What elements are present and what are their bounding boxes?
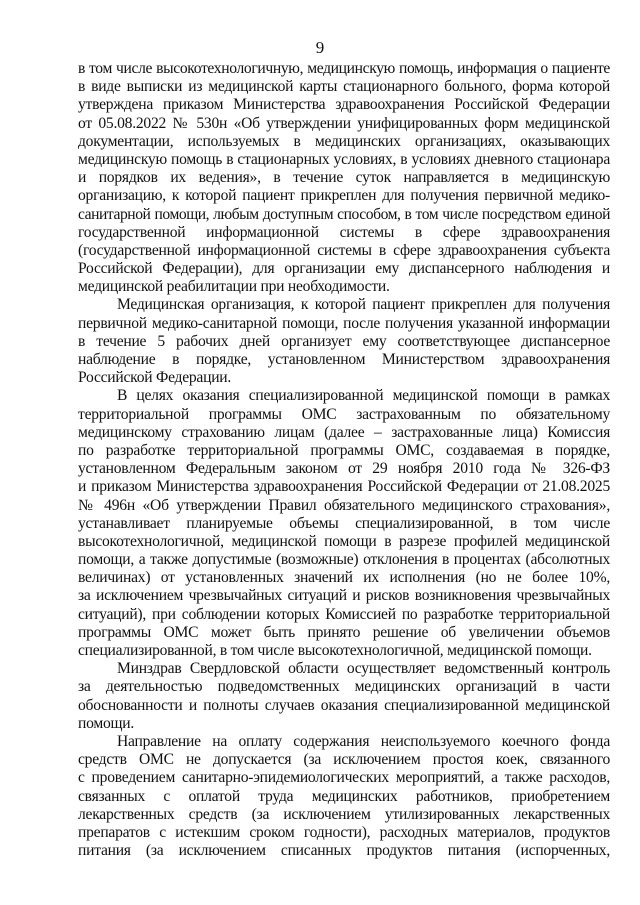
text-line: (государственной информационной системы в сфере здравоохранения субъекта — [78, 241, 610, 259]
text-line: питания (за исключением списанных продуктов питания (испорченных, — [78, 842, 610, 860]
paragraph — [78, 733, 610, 860]
text-line: Российской Федерации. — [78, 369, 232, 387]
text-line: документации, используемых в медицинских организациях, оказывающих — [78, 132, 610, 150]
text-line: с проведением санитарно-эпидемиологических мероприятий, а также расходов, — [78, 769, 610, 787]
text-line: утверждена приказом Министерства здравоохранения Российской Федерации — [78, 96, 610, 114]
text-line: санитарной помощи, любым доступным способом, в том числе посредством единой — [78, 205, 610, 223]
paragraph — [78, 660, 610, 733]
text-line: Минздрав Свердловской области осуществляет ведомственный контроль — [117, 660, 610, 678]
text-line: Направление на оплату содержания неиспользуемого коечного фонда — [117, 732, 610, 750]
text-line: в виде выписки из медицинской карты стационарного больного, форма которой — [78, 78, 610, 96]
text-line: и приказом Министерства здравоохранения Российской Федерации от 21.08.2025 — [78, 478, 610, 496]
text-line: ситуаций), при соблюдении которых Комиссией по разработке территориальной — [78, 605, 610, 623]
text-line: и порядков их ведения», в течение суток направляется в медицинскую — [78, 169, 610, 187]
text-line: первичной медико-санитарной помощи, после получения указанной информации — [78, 314, 610, 332]
text-line: медицинской реабилитации при необходимости. — [78, 278, 390, 296]
text-line: установленном Федеральным законом от 29 ноября 2010 года № 326-ФЗ — [78, 460, 610, 478]
text-line: обоснованности и полноты случаев оказания специализированной медицинской — [78, 696, 610, 714]
text-line: государственной информационной системы в сфере здравоохранения — [78, 223, 610, 241]
text-line: помощи, а также допустимые (возможные) отклонения в процентах (абсолютных — [78, 551, 610, 569]
text-line: территориальной программы ОМС застрахованным по обязательному — [78, 405, 610, 423]
text-line: в течение 5 рабочих дней организует ему соответствующее диспансерное — [78, 332, 610, 350]
text-line: Медицинская организация, к которой пациент прикреплен для получения — [117, 296, 610, 314]
text-line: В целях оказания специализированной медицинской помощи в рамках — [117, 387, 610, 405]
text-line: организацию, к которой пациент прикреплен для получения первичной медико- — [78, 187, 610, 205]
text-line: медицинскую помощь в стационарных условиях, в условиях дневного стационара — [78, 150, 610, 168]
text-line: за деятельностью подведомственных медицинских организаций в части — [78, 678, 610, 696]
text-line: специализированной, в том числе высокотехнологичной, медицинской помощи. — [78, 642, 592, 659]
text-line: медицинскому страхованию лицам (далее – застрахованные лица) Комиссия — [78, 423, 610, 441]
text-line: помощи. — [78, 714, 135, 732]
text-line: Российской Федерации), для организации ему диспансерного наблюдения и — [78, 260, 610, 278]
page-number: 9 — [315, 38, 325, 57]
paragraph — [78, 296, 610, 387]
text-line: средств ОМС не допускается (за исключением простоя коек, связанного — [78, 751, 610, 769]
text-line: препаратов с истекшим сроком годности), расходных материалов, продуктов — [78, 823, 610, 841]
body-text — [78, 60, 610, 860]
text-line: программы ОМС может быть принято решение об увеличении объемов — [78, 623, 610, 641]
text-line: устанавливает планируемые объемы специализированной, в том числе — [78, 514, 610, 532]
text-line: наблюдение в порядке, установленном Министерством здравоохранения — [78, 351, 610, 368]
text-line: связанных с оплатой труда медицинских работников, приобретением — [78, 787, 610, 805]
text-line: высокотехнологичной, медицинской помощи в разрезе профилей медицинской — [78, 532, 610, 550]
text-line: лекарственных средств (за исключением утилизированных лекарственных — [78, 805, 610, 823]
text-line: величинах) от установленных значений их исполнения (но не более 10%, — [78, 569, 610, 587]
text-line: по разработке территориальной программы ОМС, создаваемая в порядке, — [78, 441, 610, 459]
text-line: в том числе высокотехнологичную, медицинскую помощь, информация о пациенте — [78, 60, 610, 77]
text-line: от 05.08.2022 № 530н «Об утверждении унифицированных форм медицинской — [78, 114, 610, 132]
paragraph — [78, 387, 610, 660]
paragraph — [78, 60, 610, 296]
text-line: за исключением чрезвычайных ситуаций и рисков возникновения чрезвычайных — [78, 587, 610, 605]
text-line: № 496н «Об утверждении Правил обязательного медицинского страхования», — [78, 496, 610, 514]
